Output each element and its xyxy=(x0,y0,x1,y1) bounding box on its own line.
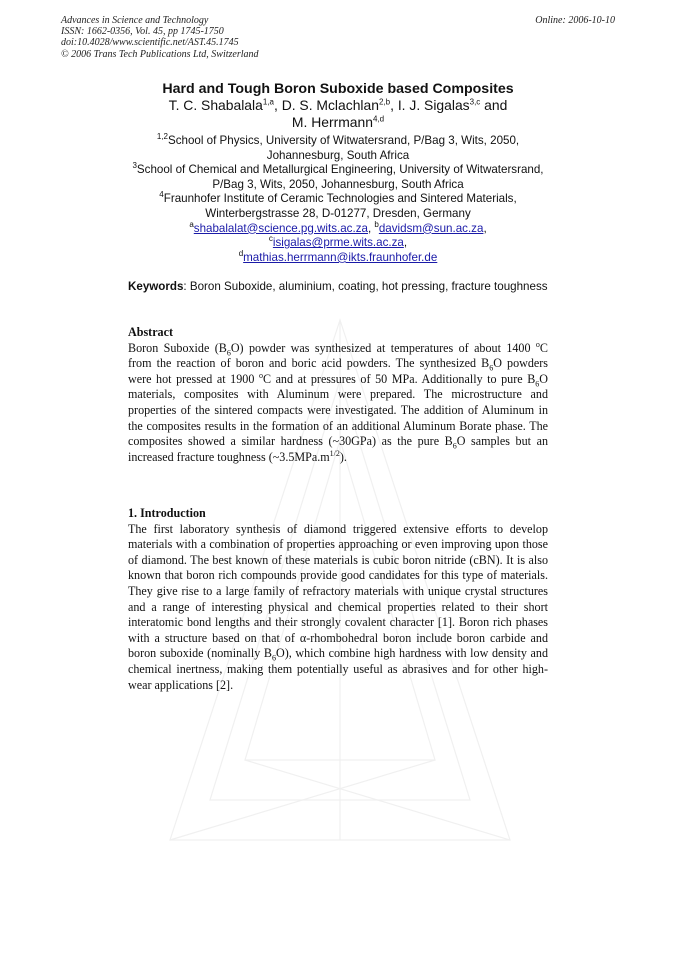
keywords-label: Keywords xyxy=(128,280,184,293)
journal-name: Advances in Science and Technology xyxy=(61,15,209,26)
doi-line: doi:10.4028/www.scientific.net/AST.45.1745 xyxy=(61,37,239,49)
author-separator: , xyxy=(390,97,398,113)
text-run: α xyxy=(299,630,307,645)
subscript: 6 xyxy=(452,441,457,451)
author-separator: and xyxy=(480,97,508,113)
author-marker: 3,c xyxy=(469,97,481,107)
keywords-line xyxy=(128,280,548,294)
affiliation-item xyxy=(128,192,548,221)
subscript: 6 xyxy=(489,363,494,373)
text-run: O powders were hot pressed at 1900 xyxy=(128,356,548,386)
affiliation-item xyxy=(128,163,548,192)
paper-title: Hard and Tough Boron Suboxide based Composites xyxy=(162,81,514,97)
abstract-heading: Abstract xyxy=(128,325,174,339)
affiliation-marker: 3 xyxy=(132,161,137,171)
copyright-line: © 2006 Trans Tech Publications Ltd, Switzerland xyxy=(61,48,259,60)
author-name: D. S. Mclachlan xyxy=(281,97,379,113)
email-marker: b xyxy=(374,219,379,229)
affiliation-marker: 1,2 xyxy=(156,132,168,142)
author-marker: 1,a xyxy=(262,97,274,107)
affiliation-text: School of Physics, University of Witwatersrand, P/Bag 3, Wits, 2050, Johannesburg, South Africa xyxy=(167,134,520,162)
text-run: O) powder was synthesized at temperatures of about 1400 xyxy=(230,340,536,355)
superscript: o xyxy=(258,370,263,380)
introduction-section xyxy=(128,506,548,693)
subscript: 6 xyxy=(226,348,231,357)
subscript: 6 xyxy=(535,379,540,389)
email-separator: , xyxy=(367,221,375,235)
email-separator: , xyxy=(403,236,408,250)
keywords-text: : Boron Suboxide, aluminium, coating, hot pressing, fracture toughness xyxy=(183,280,548,293)
author-name: I. J. Sigalas xyxy=(397,97,470,113)
text-run: Boron Suboxide (B xyxy=(128,340,227,355)
issn-line: ISSN: 1662-0356, Vol. 45, pp 1745-1750 xyxy=(61,26,224,38)
online-date: Online: 2006-10-10 xyxy=(535,15,615,26)
author-marker: 4,d xyxy=(372,114,385,124)
author-name: M. Herrmann xyxy=(291,114,373,131)
affiliation-text: School of Chemical and Metallurgical Engineering, University of Witwatersrand, P/Bag 3, Wits, 2050, Johannesburg, South Africa xyxy=(136,163,544,191)
text-run: ). xyxy=(339,449,347,464)
author-name: T. C. Shabalala xyxy=(168,97,263,113)
introduction-body xyxy=(128,522,548,692)
subscript: 6 xyxy=(271,653,276,663)
affiliation-marker: 4 xyxy=(159,190,164,200)
email-link[interactable]: shabalalat@science.pg.wits.ac.za xyxy=(193,221,368,235)
author-marker: 2,b xyxy=(378,97,391,107)
superscript: o xyxy=(535,339,540,349)
affiliations-block xyxy=(128,134,548,265)
text-run: O samples but an increased fracture toughness (~3.5MPa.m xyxy=(128,434,548,464)
author-separator: , xyxy=(273,97,282,113)
text-run: O), which combine high hardness with low density and chemical inertness, making them potentially useful as abrasives and for other high-wear applications [2]. xyxy=(128,646,548,692)
email-link[interactable]: mathias.herrmann@ikts.fraunhofer.de xyxy=(243,250,438,264)
email-separator: , xyxy=(483,221,487,235)
affiliation-item xyxy=(128,134,548,163)
text-run: O materials, composites with Aluminum were prepared. The microstructure and properties of the sintered compacts were investigated. The addition of Aluminum in the composites results in the formation of an additional Aluminum Borate phase. The composites showed a similar hardness (~30GPa) as the pure B xyxy=(128,371,548,449)
text-run: -rhombohedral boron include boron carbide and boron suboxide (nominally B xyxy=(128,630,548,661)
journal-header xyxy=(61,15,259,60)
email-marker: d xyxy=(238,248,244,258)
text-run: The first laboratory synthesis of diamond triggered extensive efforts to develop materials with a combination of properties approaching or even improving upon those of diamond. The best known of these materials is cubic boron nitride (cBN). It is also known that boron rich compounds provide good candidates for this type of materials. They give rise to a large family of refractory materials with unique crystal structures and a range of interesting physical and chemical properties related to their short interatomic bond lengths and their strongly covalent character [1]. Boron rich phases with a structure based on that of xyxy=(128,521,548,645)
email-link[interactable]: davidsm@sun.ac.za xyxy=(378,221,484,235)
email-link[interactable]: isigalas@prme.wits.ac.za xyxy=(272,236,404,250)
abstract-section xyxy=(128,325,548,465)
email-marker: a xyxy=(189,219,194,229)
text-run: C and at pressures of 50 MPa. Additionally to pure B xyxy=(262,371,536,386)
affiliation-text: Fraunhofer Institute of Ceramic Technologies and Sintered Materials, Winterbergstrasse 28, D-01277, Dresden, Germany xyxy=(163,192,517,220)
abstract-body xyxy=(128,341,548,464)
text-run: C from the reaction of boron and boric acid powders. The synthesized B xyxy=(128,340,548,371)
affiliation-list xyxy=(128,134,548,222)
superscript: 1/2 xyxy=(329,448,340,458)
author-list xyxy=(128,97,548,132)
email-marker: c xyxy=(268,234,273,244)
email-list xyxy=(128,219,548,266)
introduction-heading: 1. Introduction xyxy=(128,506,206,520)
